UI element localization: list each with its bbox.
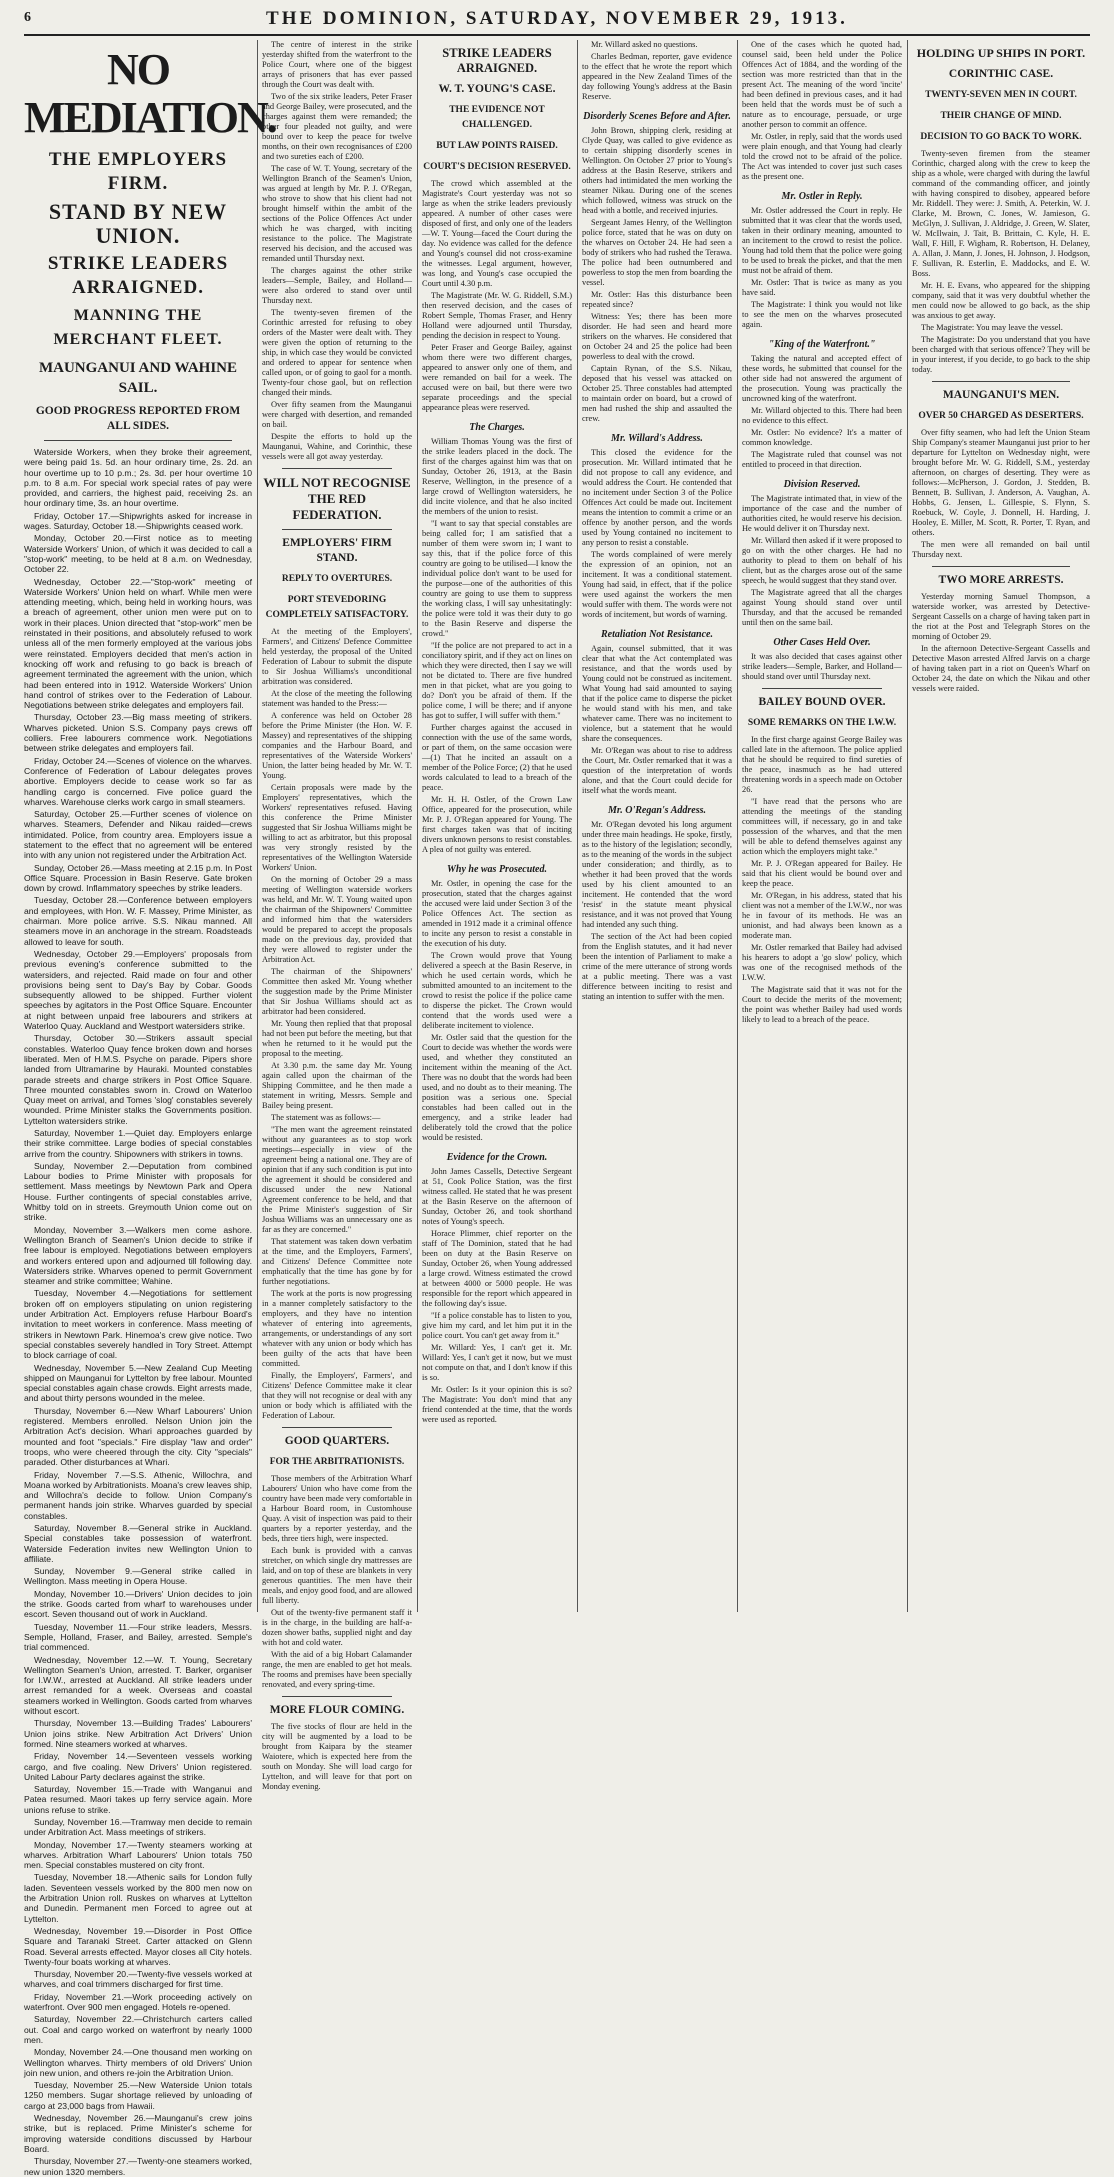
chronology-entry: Thursday, November 6.—New Wharf Labourers' Union registered. Members enrolled. Nelson Union join the Arbitration Act's decision. Whari approaches guarded by mounted and foot "specials." Fire display "law and order" troops, who were cheered through the city. City "specials" paraded. Other disturbances at Whari. <box>24 1405 252 1468</box>
section-heading: "King of the Waterfront." <box>768 339 876 350</box>
paragraph: "I want to say that special constables are being called for; I am satisfied that a number of them were sworn in; I want to say this, that if the police force of this country are going to be utilised—I know the individual police don't want to be used for the purpose—one of the authorities of this country are going to use them to suppress the working class, I will say unhesitatingly: the police were told it was their duty to go to the Basin Reserve and disperse the crowd." <box>422 519 572 638</box>
divider <box>282 1427 392 1428</box>
chronology-entry: Saturday, November 1.—Quiet day. Employers enlarge their strike committee. Large bodies of special constables arrive from the country. Shipowners with strikers in towns. <box>24 1128 252 1159</box>
paragraph: Certain proposals were made by the Employers' representatives, which the Workers' representatives refused. Having this conference the Prime Minister suggested that Sir Joshua Williams might be willing to act as arbitrator, but this proposal was very strongly resisted by the representatives of the Wellington Waterside Workers' Union. <box>262 783 412 872</box>
strike-chronology <box>24 447 252 2177</box>
chronology-entry: Tuesday, November 25.—New Waterside Union totals 1250 members. Sugar shortage relieved by unloading of cargo at 23,000 bags from Hawaii. <box>24 2080 252 2111</box>
divider <box>282 529 392 530</box>
chronology-entry: Wednesday, October 29.—Employers' proposals from previous evening's conference submitted to the watersiders, and rejected. Raid made on four and other provisions being sent to Day's Bay by Cobar. Goods subsequently allowed to be shipped. Further violent speeches by agitators in the Post Office Square. Encounter at night between unpaid free labourers and strikers at Waterloo Quay. Auckland and Westport watersiders strike. <box>24 948 252 1032</box>
article-body <box>742 735 902 1025</box>
subhead-young-case: W. T. YOUNG'S CASE. <box>438 83 556 95</box>
chronology-entry: Monday, October 20.—First notice as to meeting Waterside Workers' Union, of which it was decided to call a "stop-work" meeting, to be held at 8 a.m. on Wednesday, October 22. <box>24 533 252 575</box>
paragraph: Mr. Ostler said that the question for the Court to decide was whether the words were used, and whether they constituted an incitement within the meaning of the Act. There was no doubt that the words had been used, and no doubt as to their meaning. The position was a serious one. Special constables had been called out in the emergency, and a strike leader had deliberately told the crowd that the police would be resisted. <box>422 1033 572 1142</box>
article-body <box>422 879 572 1143</box>
paragraph: A conference was held on October 28 before the Prime Minister (the Hon. W. F. Massey) and representatives of the shipping companies and the Harbour Board, and representatives of the Waterside Workers' Union, the latter being headed by Mr. W. T. Young. <box>262 711 412 780</box>
column-rule <box>577 40 578 1612</box>
chronology-entry: Tuesday, November 4.—Negotiations for settlement broken off on employers stipulating on union registering under Arbitration Act. Employers refuse Harbour Board's invitation to meet workers in conference. Mass meeting of strikers in Newtown Park. Hinemoa's crew give notice. Two special constables severely handled in Tory Street. Attempt to block carriage of coal. <box>24 1288 252 1361</box>
paragraph: Mr. H. H. Ostler, of the Crown Law Office, appeared for the prosecution, while Mr. P. J. O'Regan appeared for Young. The first charges taken was that of inciting divers unknown persons to resist constables. A plea of not guilty was entered. <box>422 795 572 854</box>
headline-holding-up-ships: HOLDING UP SHIPS IN PORT. <box>916 46 1086 60</box>
masthead <box>24 8 1090 36</box>
paragraph: With the aid of a big Hobart Calamander range, the men are enabled to get hot meals. The rooms and premises have been specially renovated, and every spring-time. <box>262 1650 412 1689</box>
article-body <box>912 428 1090 560</box>
column-5 <box>742 40 902 1612</box>
subhead-twenty-seven-men: TWENTY-SEVEN MEN IN COURT. <box>925 90 1077 100</box>
paragraph: Mr. Young then replied that that proposal had not been put before the meeting, but that when he returned to it he would put the proposal to the meeting. <box>262 1019 413 1058</box>
chronology-entry: Waterside Workers, when they broke their agreement, were being paid 1s. 5d. an hour ordinary time, 2s. 2d. an hour overtime up to 10 p.m.; 2s. 3d. per hour overtime 10 p.m. to 8 a.m. For special work special rates of pay were provided, and carriers, the highest paid, receiving 2s. an hour ordinary time, 3s. an hour overtime. <box>24 447 252 509</box>
section-heading: The Charges. <box>469 422 525 433</box>
paragraph: Mr. Ostler: Is it your opinion this is so? The Magistrate: You don't mind that any friend contended at the time, that the words were used as reported. <box>422 1385 572 1424</box>
paragraph: The twenty-seven firemen of the Corinthic arrested for refusing to obey orders of the Master were dealt with. They were given the option of returning to the ship, in which case they would be convicted and ordered to appear for sentence when called upon, or of going to gaol for a month. Twenty-four chose gaol, but on reflection changed their minds. <box>262 308 412 397</box>
page-number: 6 <box>24 10 31 25</box>
column-rule <box>907 40 908 1612</box>
headline-more-flour: MORE FLOUR COMING. <box>269 1704 405 1716</box>
paragraph: Out of the twenty-five permanent staff it is in the charge, in the building are half-a-dozen shower baths, supplied night and day with hot and cold water. <box>262 1608 412 1647</box>
paragraph: The Magistrate: You may leave the vessel. <box>921 323 1063 332</box>
chronology-entry: Sunday, October 26.—Mass meeting at 2.15 p.m. In Post Office Square. Procession in Basin Reserve. Gate broken down by crowd. Inflammatory speeches by strike leaders. <box>24 862 252 894</box>
paragraph: The case of W. T. Young, secretary of the Wellington Branch of the Seamen's Union, was argued at length by Mr. P. J. O'Regan, who strove to show that his client had not brought himself within the ambit of the sections of the Police Offences Act under which he was charged, with inciting resistance to the police. The Magistrate reserved his decision, and the accused was remanded until Thursday next. <box>262 164 412 263</box>
chronology-entry: Monday, November 24.—One thousand men working on Wellington wharves. Thirty members of old Drivers' Union join new union, and others re-join the Arbitration Union. <box>24 2047 252 2078</box>
subhead-port-stevedoring: PORT STEVEDORING COMPLETELY SATISFACTORY. <box>265 595 409 620</box>
subhead-arbitrationists: FOR THE ARBITRATIONISTS. <box>269 1457 405 1467</box>
chronology-entry: Wednesday, November 19.—Disorder in Post Office Square and Taranaki Street. Carter attacked on Glenn Road. Several arrests effected. Mayor closes all City hotels. Twenty-four boats working at wharves. <box>24 1925 252 1967</box>
paragraph: One of the cases which he quoted had, counsel said, been held under the Police Offences Act of 1884, and the wording of the section was more restricted than that in the present Act. The meaning of the word 'incite' had been defined in previous cases, and it had been held that the words must be of such a nature as to encourage, persuade, or urge another person to commit an offence. <box>742 40 902 129</box>
chronology-entry: Saturday, November 22.—Christchurch carters called out. Coal and cargo worked on waterfront by nearly 1000 men. <box>24 2014 252 2045</box>
chronology-entry: Tuesday, November 11.—Four strike leaders, Messrs. Semple, Holland, Fraser, and Bailey, arrested. Semple's trial commenced. <box>24 1621 252 1653</box>
article-body <box>582 40 732 102</box>
paragraph: The Magistrate said that it was not for the Court to decide the merits of the movement; the point was whether Bailey had used words likely to lead to a breach of the peace. <box>742 985 902 1024</box>
chronology-entry: Thursday, November 13.—Building Trades' Labourers' Union joins strike. New Arbitration Act Drivers' Union formed. Nine steamers worked at wharves. <box>24 1718 252 1749</box>
paragraph: Two of the six strike leaders, Peter Fraser and George Bailey, were prosecuted, and the charges against them were remanded; the other four pleaded not guilty, and were bound over to keep the peace for twelve months, on their own recognisances of £200 and two sureties each of £200. <box>262 92 412 161</box>
paragraph: The Magistrate agreed that all the charges against Young should stand over until Thursday, and that the accused be remanded until then on the same bail. <box>742 588 902 627</box>
article-body <box>262 1474 412 1690</box>
paragraph: The work at the ports is now progressing in a manner completely satisfactory to the employers, and they have no intention whatever of entering into agreements, arrangements, or understandings of any sort whatever with any union or body which has been guilty of the acts that have been committed. <box>262 1289 412 1368</box>
chronology-entry: Thursday, November 20.—Twenty-five vessels worked at wharves, and coal trimmers discharged for first time. <box>24 1969 252 1990</box>
chronology-entry: Sunday, November 2.—Deputation from combined Labour bodies to Prime Minister with proposals for settlement. Mass meetings by Newtown Park and Opera House. Further contingents of special constables arrive, Whitby told on in streets. Greymouth Union come out on strike. <box>24 1160 252 1223</box>
section-heading: Retaliation Not Resistance. <box>601 629 713 640</box>
chronology-entry: Thursday, October 23.—Big mass meeting of strikers. Wharves picketed. Union S.S. Company pays crews off colliers. Free labourers commence work. Negotiations between strike delegates and employers fail. <box>24 712 252 754</box>
paragraph: At 3.30 p.m. the same day Mr. Young again called upon the chairman of the Shipping Committee, and he then made a statement in writing, Messrs. Semple and Bailey being present. <box>262 1061 412 1110</box>
paragraph: At the meeting of the Employers', Farmers', and Citizens' Defence Committee held yesterday, the proposal of the United Federation of Labour to submit the dispute to Sir Joshua Williams's unconditional arbitration was considered. <box>262 627 412 686</box>
paragraph: The centre of interest in the strike yesterday shifted from the waterfront to the Police Court, where one of the biggest arrays of prisoners that has ever passed through the Court was dealt with. <box>262 40 412 89</box>
divider <box>932 381 1070 382</box>
chronology-entry: Friday, November 7.—S.S. Athenic, Willochra, and Moana worked by Arbitrationists. Moana's crew leaves ship, and Willochra's decide to follow. Union Company's permanent hands join strike. Wharves guarded by special constables. <box>24 1469 252 1521</box>
paragraph: At the close of the meeting the following statement was handed to the Press:— <box>262 689 412 708</box>
paragraph: Mr. P. J. O'Regan appeared for Bailey. He said that his client would be bound over and keep the peace. <box>742 859 902 888</box>
article-body <box>912 592 1090 694</box>
chronology-entry: Wednesday, October 22.—"Stop-work" meeting of Waterside Workers' Union held on wharf. While men were attending meeting, which, being held in working hours, was a breach of agreement, other union men were put on to work in their places. Union directed that "stop-work" men be reinstated in their positions, and absolutely refused to work unless all of the men formerly employed at the various jobs were reinstated. Employers decided that men's action in knocking off work and refusing to go back is breach of agreement terminated the agreement with the union, which had been entered into in 1912. Waterside Workers' Union hand control of strikes over to the Federation of Labour. Negotiations between strike delegates and employers fail. <box>24 576 252 711</box>
section-heading: Mr. Ostler in Reply. <box>781 191 863 202</box>
paragraph: Horace Plimmer, chief reporter on the staff of The Dominion, stated that he had been on duty at the Basin Reserve on Sunday, October 26, when Young addressed a large crowd. Witness estimated the crowd at between 4000 or 5000 people. He was responsible for the report which appeared in the following day's issue. <box>422 1229 572 1308</box>
subhead-employers-firm: EMPLOYERS' FIRM STAND. <box>282 537 392 564</box>
paragraph: Charles Bedman, reporter, gave evidence to the effect that he wrote the report which appeared in the New Zealand Times of the day following Young's address at the Basin Reserve. <box>582 52 732 101</box>
paragraph: Mr. H. E. Evans, who appeared for the shipping company, said that it was very doubtful whether the men could now be allowed to go back, as the ship was anxious to get away. <box>912 281 1090 320</box>
subhead-deserters: OVER 50 CHARGED AS DESERTERS. <box>918 411 1084 421</box>
paragraph: The words complained of were merely the expression of an opinion, not an incitement. It was a conditional statement. Young had said, in effect, that if the police were used against the workers the men would suffer with them. The words were not words of incitement, but words of warning. <box>582 550 732 619</box>
paragraph: Again, counsel submitted, that it was clear that what the Act contemplated was resistance, and that the words used by Young could not be construed as incitement. What Young had said amounted to saying that if the police came to disperse the picket he would stand with his men, and take whatever came. There was no incitement to violence, but a statement that he would share the consequences. <box>582 644 732 743</box>
article-body <box>582 448 732 620</box>
article-body <box>742 652 902 682</box>
paragraph: That statement was taken down verbatim at the time, and the Employers, Farmers', and Citizens' Defence Committee note emphatically that the time has gone by for further negotiations. <box>262 1237 412 1286</box>
article-body <box>912 149 1090 375</box>
chronology-entry: Tuesday, November 18.—Athenic sails for London fully laden. Seventeen vessels worked by the 800 men now on the Arbitration Union roll. Ruskes on wharves at Lyttelton and Dunedin. Permanent men Forced to agree out at Lyttelton. <box>24 1872 252 1924</box>
paragraph: Further charges against the accused in connection with the use of the same words, or part of them, on the same occasion were—(1) That he incited an assault on a member of the Police Force; (2) that he used words calculated to lead to a breach of the peace. <box>422 723 572 792</box>
paragraph: Sergeant James Henry, of the Wellington police force, stated that he was on duty on the wharves on October 24. He had seen a body of strikers who had rushed the Terawa. The police had been outnumbered and powerless to stop the men from boarding the vessel. <box>582 218 732 287</box>
paragraph: Over fifty seamen, who had left the Union Steam Ship Company's steamer Maunganui just prior to her departure for Lyttelton on Wednesday night, were brought before Mr. W. G. Riddell, S.M., yesterday afternoon, on charges of deserting. They were as follows:—McPherson, J. Gordon, J. Stedden, B. Bennett, B. Sullivan, J. Anderson, A. Vaughan, A. Hobbs, G. Jensen, L. Gillespie, S. Flynn, S. Roebuck, W. Coyle, J. Donnell, H. Harding, J. Hooley, E. Miller, M. Scott, R. Porter, T. Ryan, and others. <box>912 428 1090 537</box>
headline-two-more-arrests: TWO MORE ARRESTS. <box>938 574 1064 586</box>
deck-merchant-fleet: MANNING THE MERCHANT FLEET. <box>53 307 223 348</box>
paragraph: The Magistrate (Mr. W. G. Riddell, S.M.) then reserved decision, and the cases of Robert Semple, Thomas Fraser, and Henry Holland were adjourned until Thursday, pending the decision in respect to Young. <box>422 291 572 340</box>
chronology-entry: Tuesday, October 28.—Conference between employers and employees, with Hon. W. F. Massey, Prime Minister, as chairman. More police arrive. S.S. Nikau manned. All steamers move in an anchorage in the stream. Roadsteads allowed to leave for south. <box>24 895 252 947</box>
article-body <box>422 179 572 413</box>
paragraph: On the morning of October 29 a mass meeting of Wellington waterside workers was held, and Mr. W. T. Young waited upon the chairman of the Shipowners' Committee and informed him that the watersiders would be prepared to accept the proposals made on the previous day, provided that they were allowed to register under the Arbitration Act. <box>262 875 412 964</box>
paragraph: Mr. Willard: Yes, I can't get it. Mr. Willard: Yes, I can't get it now, but we must not compute on that, and I don't know if this is so. <box>422 1343 572 1382</box>
paragraph: Twenty-seven firemen from the steamer Corinthic, charged along with the crew to keep the ship as a whole, were charged with during the lawful command of the commanding officer, and jointly with having conspired to disobey, appeared before Mr. Riddell. They were: J. Smith, A. Peterkin, W. J. Clarke, M. Brown, C. Jones, W. Jamieson, G. McGlyn, J. Sullivan, J. Aldridge, J. Green, W. Slater, W. McIlwain, J. Tait, B. Brittain, C. Kyle, H. E. Wall, F. Hill, F. Wigham, R. Robertson, H. Delaney, A. Allan, J. Mann, J. Jones, H. Johnson, J. Hodgson, F. Sullivan, R. Esterlin, E. Maddocks, and E. W. Boss. <box>912 149 1090 278</box>
paragraph: Mr. Ostler: No evidence? It's a matter of common knowledge. <box>742 428 902 447</box>
divider <box>282 468 392 469</box>
article-body <box>262 627 412 1421</box>
subhead-change-of-mind: THEIR CHANGE OF MIND. <box>940 111 1062 121</box>
paragraph: Mr. O'Regan was about to rise to address the Court, Mr. Ostler remarked that it was a question of the interpretation of words alone, and that the Court could decide for itself what the words meant. <box>582 746 732 795</box>
paragraph: The Magistrate: I think you would not like to see the men on the wharves prosecuted again. <box>742 300 902 329</box>
subhead-corinthic: CORINTHIC CASE. <box>948 68 1054 80</box>
main-headline: NO MEDIATION. <box>24 45 276 142</box>
column-rule <box>737 40 738 1612</box>
deck-strike-leaders: STRIKE LEADERS ARRAIGNED. <box>47 253 229 298</box>
chronology-entry: Wednesday, November 5.—New Zealand Cup Meeting shipped on Maunganui for Lyttelton by free labour. Mounted special constables again chase crowds. Eight arrests made, and about thirty persons wounded in the melee. <box>24 1362 252 1404</box>
paragraph: Peter Fraser and George Bailey, against whom there were two different charges, appeared to answer only one of them, and were remanded on bail for a week. The accused were on bail, but there were two separate proceedings and the special appearance pleas were reserved. <box>422 343 572 412</box>
subhead-iww: SOME REMARKS ON THE I.W.W. <box>747 718 897 728</box>
divider <box>44 440 232 441</box>
headline-bailey-bound-over: BAILEY BOUND OVER. <box>758 696 886 708</box>
paragraph: "If the police are not prepared to act in a conciliatory spirit, and if they act on lines on which they were directed, then I say we will not be dictated to. There are five hundred men in that picket, what are you going to do? Don't you be afraid of them. If the police come, I will be there; and if anyone has got to suffer, I will suffer with them." <box>422 641 573 720</box>
section-heading: Why he was Prosecuted. <box>447 864 547 875</box>
section-heading: Mr. Willard's Address. <box>611 433 703 444</box>
paragraph: Mr. O'Regan devoted his long argument under three main headings. He spoke, firstly, as to the history of the legislation; secondly, as to the meaning of the words in the subject under consideration; and thirdly, as to whether it had been proved that the words used by his client amounted to an incitement. He contended that the word 'resist' in the statute meant physical resistance, and it was not proved that Young had intended any such thing. <box>582 820 732 929</box>
subhead-decision-reserved: COURT'S DECISION RESERVED. <box>423 162 571 172</box>
paragraph: In the first charge against George Bailey was called late in the afternoon. The police applied that he should be required to find sureties of the peace, inasmuch as he had uttered threatening words in a speech made on October 26. <box>742 735 902 794</box>
paragraph: The chairman of the Shipowners' Committee then asked Mr. Young whether the suggestion made by the Prime Minister that Sir Joshua Williams should act as arbitrator had been considered. <box>262 967 412 1016</box>
paragraph: Those members of the Arbitration Wharf Labourers' Union who have come from the country have been made very comfortable in a Harbour Board room, in Customhouse Quay. A visit of inspection was paid to their quarters by a reporter yesterday, and the beds, three tiers high, were inspected. <box>262 1474 412 1543</box>
paragraph: The Magistrate: Do you understand that you have been charged with that serious offence? They will be in your interest, if you decide, to go back to the ship today. <box>912 335 1090 374</box>
paragraph: Each bunk is provided with a canvas stretcher, on which single dry mattresses are laid, and on top of these are blankets in very generous quantities. The men have their meals, and enjoy good food, and are allowed full liberty. <box>262 1546 413 1605</box>
paragraph: It was also decided that cases against other strike leaders—Semple, Barker, and Holland—should stand over until Thursday next. <box>742 652 902 681</box>
article-body <box>742 494 902 628</box>
section-heading: Mr. O'Regan's Address. <box>608 805 706 816</box>
chronology-entry: Monday, November 10.—Drivers' Union decides to join the strike. Goods carted from wharf to warehouses under escort. Seven thousand out of work in Auckland. <box>24 1588 252 1620</box>
section-heading: Disorderly Scenes Before and After. <box>583 111 731 122</box>
chronology-entry: Friday, October 24.—Scenes of violence on the wharves. Conference of Federation of Labour delegates proves abortive. Employers decide to cease work so far as handling cargo is concerned. Five police guard the wharves. Warehouse clerks work cargo in small steamers. <box>24 755 252 807</box>
paragraph: "I have read that the persons who are attending the meetings of the standing committees will, if necessary, go in and take possession of the wharves, and that the men will be able to defend themselves against any action which the employers might take." <box>742 797 902 856</box>
paragraph: Despite the efforts to hold up the Maunganui, Wahine, and Corinthic, these vessels were all got away yesterday. <box>262 432 412 461</box>
paragraph: Captain Rynan, of the S.S. Nikau, deposed that his vessel was attacked on October 25. Three constables had attempted to maintain order on board, but a crowd of men had rushed the ship and assaulted the crew. <box>582 364 732 423</box>
chronology-entry: Saturday, November 8.—General strike in Auckland. Special constables take possession of waterfront. Waterside Federation invites new Wellington Union to affiliate. <box>24 1522 252 1564</box>
paragraph: The Magistrate intimated that, in view of the importance of the case and the number of authorities cited, he would reserve his decision. He would deliver it on Thursday next. <box>742 494 902 533</box>
article-body <box>262 1722 412 1792</box>
chronology-entry: Friday, November 14.—Seventeen vessels working cargo, and five coaling. New Drivers' Union registered. United Labour Party declares against the strike. <box>24 1751 252 1782</box>
divider <box>762 688 882 689</box>
headline-good-quarters: GOOD QUARTERS. <box>284 1435 390 1447</box>
paragraph: Finally, the Employers', Farmers', and Citizens' Defence Committee make it clear that they will not recognise or deal with any union or body which is affiliated with the Federation of Labour. <box>262 1371 412 1420</box>
column-3 <box>422 40 572 1612</box>
headline-strike-leaders-arraigned: STRIKE LEADERS ARRAIGNED. <box>442 46 552 75</box>
headline-red-federation: WILL NOT RECOGNISE THE RED FEDERATION. <box>263 475 411 522</box>
article-body <box>742 206 902 330</box>
deck-employers-firm: THE EMPLOYERS FIRM. <box>48 149 228 194</box>
deck-stand-by-new-union: STAND BY NEW UNION. <box>48 199 228 248</box>
chronology-entry: Friday, October 17.—Shipwrights asked for increase in wages. Saturday, October 18.—Shipwrights ceased work. <box>24 510 252 532</box>
article-body <box>582 820 732 1002</box>
paragraph: Mr. Willard asked no questions. <box>591 40 698 49</box>
article-body <box>262 40 412 462</box>
chronology-entry: Friday, November 21.—Work proceeding actively on waterfront. Over 900 men engaged. Hotels re-opened. <box>24 1991 252 2013</box>
chronology-entry: Sunday, November 9.—General strike called in Wellington. Mass meeting in Opera House. <box>24 1566 252 1587</box>
deck-good-progress: GOOD PROGRESS REPORTED FROM ALL SIDES. <box>35 405 241 432</box>
paragraph: Mr. O'Regan, in his address, stated that his client was not a member of the I.W.W., nor was he in favour of its methods. He was an unionist, and had always been known as a moderate man. <box>742 891 902 940</box>
chronology-entry: Thursday, October 30.—Strikers assault special constables. Waterloo Quay fence broken down and horses liberated. Men of H.M.S. Psyche on parade. Pipers shore landed from Ultramarine by Hauraki. Mounted constables parade streets and charge strikers in Post Office Square. Three mounted constables sworn in. Crowd on Waterloo Quay meet on arrival, and Tomes 'slog' constables severely wounded. Prime Minister stalks the Governments position. Lyttelton watersiders strike. <box>24 1033 252 1126</box>
paragraph: Mr. Ostler, in opening the case for the prosecution, stated that the charges against the accused were laid under Section 3 of the Police Offences Act. The section as amended in 1912 made it a criminal offence to incite any person to resist a constable in the execution of his duty. <box>422 879 572 948</box>
article-body <box>422 437 572 855</box>
deck-maunganui-wahine: MAUNGANUI AND WAHINE SAIL. <box>38 360 238 396</box>
column-6 <box>912 40 1090 1612</box>
headline-maunganui-men: MAUNGANUI'S MEN. <box>942 389 1060 401</box>
paragraph: Mr. Ostler: Has this disturbance been repeated since? <box>582 290 732 309</box>
paragraph: The crowd which assembled at the Magistrate's Court yesterday was not so large as when the strike leaders previously appeared. A number of other cases were disposed of first, and only one of the leaders—W. T. Young—faced the Court during the day. No evidence was called for the defence and Young's counsel did not cross-examine the witnesses. Legal argument, however, was long, and Young's case occupied the Court until 4.30 p.m. <box>422 179 572 288</box>
section-heading: Other Cases Held Over. <box>773 637 871 648</box>
paragraph: Yesterday morning Samuel Thompson, a waterside worker, was arrested by Detective-Sergeant Cassells on a charge of having taken part in the riot at the Post and Telegraph Stores on the morning of October 29. <box>912 592 1090 641</box>
paragraph: Taking the natural and accepted effect of these words, he submitted that counsel for the other side had not answered the argument of the prosecution. Young was practically the uncrowned king of the waterfront. <box>742 354 902 403</box>
column-rule <box>417 40 418 1612</box>
paragraph: The statement was as follows:— <box>271 1113 381 1122</box>
chronology-entry: Wednesday, November 12.—W. T. Young, Secretary Wellington Seamen's Union, arrested. T. Barker, organiser for I.W.W., arrested at Auckland. All strike leaders under arrest remanded for a week. Overseas and coastal steamers worked in Wellington. Goods carted from wharves without escort. <box>24 1654 252 1717</box>
divider <box>282 1696 392 1697</box>
paragraph: Mr. Ostler, in reply, said that the words used were plain enough, and that Young had clearly told the crowd not to be afraid of the police. The Act was intended to cover just such cases as the present one. <box>742 132 902 181</box>
article-body <box>742 40 902 182</box>
section-heading: Division Reserved. <box>783 479 861 490</box>
paragraph: Mr. Ostler remarked that Bailey had advised his hearers to adopt a 'go slow' policy, which was one of the recognised methods of the I.W.W. <box>742 943 902 982</box>
column-2 <box>262 40 413 1791</box>
column-1 <box>24 40 276 2177</box>
paragraph: John James Cassells, Detective Sergeant at 51, Cook Police Station, was the first witness called. He stated that he was present at the Basin Reserve on the afternoon of Sunday, October 26, and took shorthand notes of Young's speech. <box>422 1167 572 1226</box>
paragraph: In the afternoon Detective-Sergeant Cassells and Detective Mason arrested Alfred Jarvis on a charge of having taken part in a riot on Queen's Wharf on October 24, the date on which the Nikau and other vessels were raided. <box>912 644 1090 693</box>
chronology-entry: Monday, November 17.—Twenty steamers working at wharves. Arbitration Wharf Labourers' Union totals 750 men. Special constables mustered on city front. <box>24 1839 252 1871</box>
paragraph: Over fifty seamen from the Maunganui were charged with desertion, and remanded on bail. <box>262 400 412 429</box>
article-body <box>582 644 732 796</box>
paragraph: The section of the Act had been copied from the English statutes, and it had never been the intention of Parliament to make a crime of the mere utterance of strong words at a public meeting. There was a vast difference between inciting to resist and stating an intention to suffer with the men. <box>582 932 732 1001</box>
chronology-entry: Saturday, November 15.—Trade with Wanganui and Patea resumed. Maori takes up ferry service again. More unions refuse to strike. <box>24 1784 252 1815</box>
article-body <box>422 1167 572 1425</box>
subhead-law-points: BUT LAW POINTS RAISED. <box>436 141 558 151</box>
column-4 <box>582 40 732 1612</box>
subhead-reply: REPLY TO OVERTURES. <box>281 574 393 584</box>
paragraph: The five stocks of flour are held in the city will be augmented by a load to be brought from Kaipara by the steamer Waiotere, which is expected here from the south on Monday. She will load cargo for Lyttelton, and will leave for that port on Monday evening. <box>262 1722 412 1791</box>
paragraph: "If a police constable has to listen to you, give him my card, and let him put it in the police court. You can't get away from it." <box>422 1311 572 1340</box>
paragraph: Mr. Willard then asked if it were proposed to go on with the other charges. He had no authority to plead to them on behalf of his client, but as the charges arose out of the same speech, he would suggest that they stand over. <box>742 536 902 585</box>
article-body <box>582 126 732 424</box>
chronology-entry: Thursday, November 27.—Twenty-one steamers worked, new union 1320 members. <box>24 2156 252 2177</box>
chronology-entry: Wednesday, November 26.—Maunganui's crew joins strike, but is replaced. Prime Minister's scheme for improving waterside conditions discussed by Harbour Board. <box>24 2113 252 2154</box>
chronology-entry: Sunday, November 16.—Tramway men decide to remain under Arbitration Act. Mass meetings of strikers. <box>24 1817 252 1838</box>
paragraph: The charges against the other strike leaders—Semple, Bailey, and Holland—were also ordered to stand over until Thursday next. <box>262 266 412 305</box>
paragraph: The Magistrate ruled that counsel was not entitled to proceed in that direction. <box>742 450 902 469</box>
subhead-evidence: THE EVIDENCE NOT CHALLENGED. <box>449 105 545 130</box>
paragraph: Mr. Ostler: That is twice as many as you have said. <box>742 278 902 297</box>
paragraph: Mr. Ostler addressed the Court in reply. He submitted that it was clear that the words used, taken in their ordinary meaning, amounted to an incitement to the crowd to resist the police. Young had told them that the police were going to be used to break the picket, and that the men must not be afraid of them. <box>742 206 902 275</box>
chronology-entry: Monday, November 3.—Walkers men come ashore. Wellington Branch of Seamen's Union decide to strike if free labour is employed. Negotiations between employers and workers entered upon and adjourned till following day. Watersiders strike. Wharves opened to permit Government steamer and strike committee; Wahine. <box>24 1224 252 1287</box>
paragraph: Witness: Yes; there has been more disorder. He had seen and heard more strikers on the wharves. He considered that on October 24 and 25 the police had been powerless to deal with the crowd. <box>582 312 732 361</box>
newspaper-title: THE DOMINION, SATURDAY, NOVEMBER 29, 1913. <box>266 8 848 29</box>
paragraph: John Brown, shipping clerk, residing at Clyde Quay, was called to give evidence as to certain shipping disorderly scenes in Wellington. On October 27 prior to Young's address at the Basin Reserve, strikers and others had intimidated the men working the steamer Nikau. During one of the scenes which followed, witness was struck on the head with a bottle, and received injuries. <box>582 126 732 215</box>
divider <box>932 566 1070 567</box>
article-body <box>742 354 902 470</box>
column-rule <box>257 40 258 1612</box>
paragraph: The Crown would prove that Young delivered a speech at the Basin Reserve, in which he used certain words, which he submitted amounted to an incitement to the crowd to resist the police if the police came to disperse the picket. The Crown would contend that the words used were a deliberate incitement to violence. <box>422 951 572 1030</box>
paragraph: Mr. Willard objected to this. There had been no evidence to this effect. <box>742 406 902 425</box>
section-heading: Evidence for the Crown. <box>446 1152 548 1163</box>
subhead-decision: DECISION TO GO BACK TO WORK. <box>920 132 1082 142</box>
chronology-entry: Saturday, October 25.—Further scenes of violence on wharves. Steamers, Defender and Nikau raided—crews intimidated. Police, from country area. Employers issue a statement to the effect that no agreement will be entered into with any union not registered under the Arbitration Act. <box>24 809 252 861</box>
paragraph: This closed the evidence for the prosecution. Mr. Willard intimated that he did not propose to call any evidence, and would address the Court. He contended that no incitement under Section 3 of the Police Offences Act could be made out. Incitement means the intention to commit a crime or an offence by another person, and the words used by Young contained no incitement to any person to resist a constable. <box>582 448 732 547</box>
paragraph: William Thomas Young was the first of the strike leaders placed in the dock. The first of the charges against him was that on Sunday, October 26, 1913, at the Basin Reserve, Wellington, in the presence of a large crowd of Wellington watersiders, he did incite violence, and that he also incited the members of the union to resist. <box>422 437 572 516</box>
paragraph: "The men want the agreement reinstated without any guarantees as to stop work meetings—especially in view of the agreement being a national one. They are of opinion that if any such condition is put into the agreement it should be considered and discussed under the new National Agreement conference to be held, and that the Prime Minister's suggestion of Sir Joshua Williams was an unnecessary one as far as they are concerned." <box>262 1125 412 1234</box>
paragraph: The men were all remanded on bail until Thursday next. <box>912 540 1090 559</box>
